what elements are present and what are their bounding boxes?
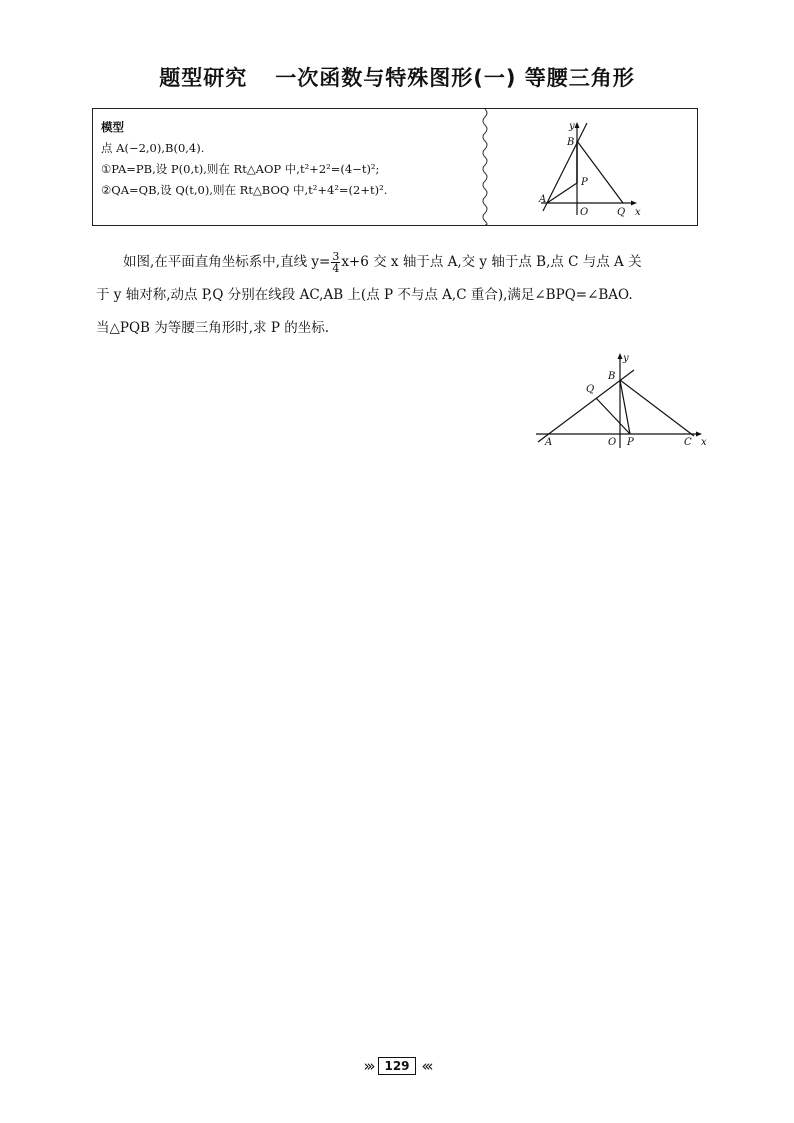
problem-line-1b: x+6 交 x 轴于点 A,交 y 轴于点 B,点 C 与点 A 关 bbox=[341, 254, 642, 270]
fig1-label-a: A bbox=[539, 194, 547, 205]
model-heading: 模型 bbox=[101, 120, 124, 134]
problem-line-2: 于 y 轴对称,动点 P,Q 分别在线段 AC,AB 上(点 P 不与点 A,C 重合),满足∠BPQ=∠BAO. bbox=[96, 287, 633, 303]
fig2-x-arrow bbox=[696, 432, 702, 437]
model-figure bbox=[531, 115, 651, 221]
fig2-line-bp bbox=[620, 380, 630, 434]
problem-line-1 bbox=[96, 246, 702, 279]
page-title bbox=[0, 62, 794, 92]
fig1-line-bq bbox=[577, 141, 623, 203]
fig2-label-c: C bbox=[684, 437, 692, 448]
fraction bbox=[331, 251, 340, 274]
fig1-label-o: O bbox=[580, 207, 589, 218]
fig1-label-q: Q bbox=[617, 207, 626, 218]
fig2-label-p: P bbox=[627, 437, 634, 448]
problem-text bbox=[96, 246, 702, 345]
fig1-x-arrow bbox=[631, 201, 637, 206]
footer-left-arrows: ››› bbox=[363, 1057, 373, 1075]
fig1-label-x: x bbox=[635, 207, 641, 218]
fig1-y-arrow bbox=[575, 122, 580, 128]
problem-figure bbox=[532, 350, 714, 450]
model-line-1: 点 A(−2,0),B(0,4). bbox=[101, 141, 205, 155]
fraction-denominator: 4 bbox=[332, 262, 340, 275]
page-number: 129 bbox=[378, 1057, 415, 1075]
fig2-label-q: Q bbox=[586, 384, 595, 395]
model-line-3: ②QA=QB,设 Q(t,0),则在 Rt△BOQ 中,t²+4²=(2+t)². bbox=[101, 183, 388, 197]
fig1-label-p: P bbox=[581, 177, 588, 188]
title-left: 题型研究 bbox=[159, 66, 248, 90]
fraction-numerator: 3 bbox=[332, 250, 340, 263]
fig2-label-x: x bbox=[701, 437, 707, 448]
fig1-label-y: y bbox=[569, 121, 575, 132]
wavy-divider bbox=[479, 109, 491, 225]
fig2-label-o: O bbox=[608, 437, 617, 448]
fig2-label-y: y bbox=[623, 353, 629, 364]
problem-line-3: 当△PQB 为等腰三角形时,求 P 的坐标. bbox=[96, 320, 329, 336]
fig1-line-ab bbox=[543, 123, 587, 211]
fig1-label-b: B bbox=[567, 137, 575, 148]
problem-line-1a: 如图,在平面直角坐标系中,直线 y= bbox=[123, 254, 331, 270]
fig2-line-bc bbox=[620, 380, 694, 436]
fig2-label-a: A bbox=[545, 437, 553, 448]
model-box bbox=[92, 108, 698, 226]
model-text bbox=[101, 117, 471, 201]
model-line-2: ①PA=PB,设 P(0,t),则在 Rt△AOP 中,t²+2²=(4−t)²; bbox=[101, 162, 380, 176]
footer-right-arrows: ‹‹‹ bbox=[421, 1057, 431, 1075]
page-footer bbox=[0, 1057, 794, 1075]
title-right: 一次函数与特殊图形(一) 等腰三角形 bbox=[275, 66, 635, 90]
fig2-label-b: B bbox=[608, 371, 616, 382]
fig2-y-arrow bbox=[618, 353, 623, 359]
